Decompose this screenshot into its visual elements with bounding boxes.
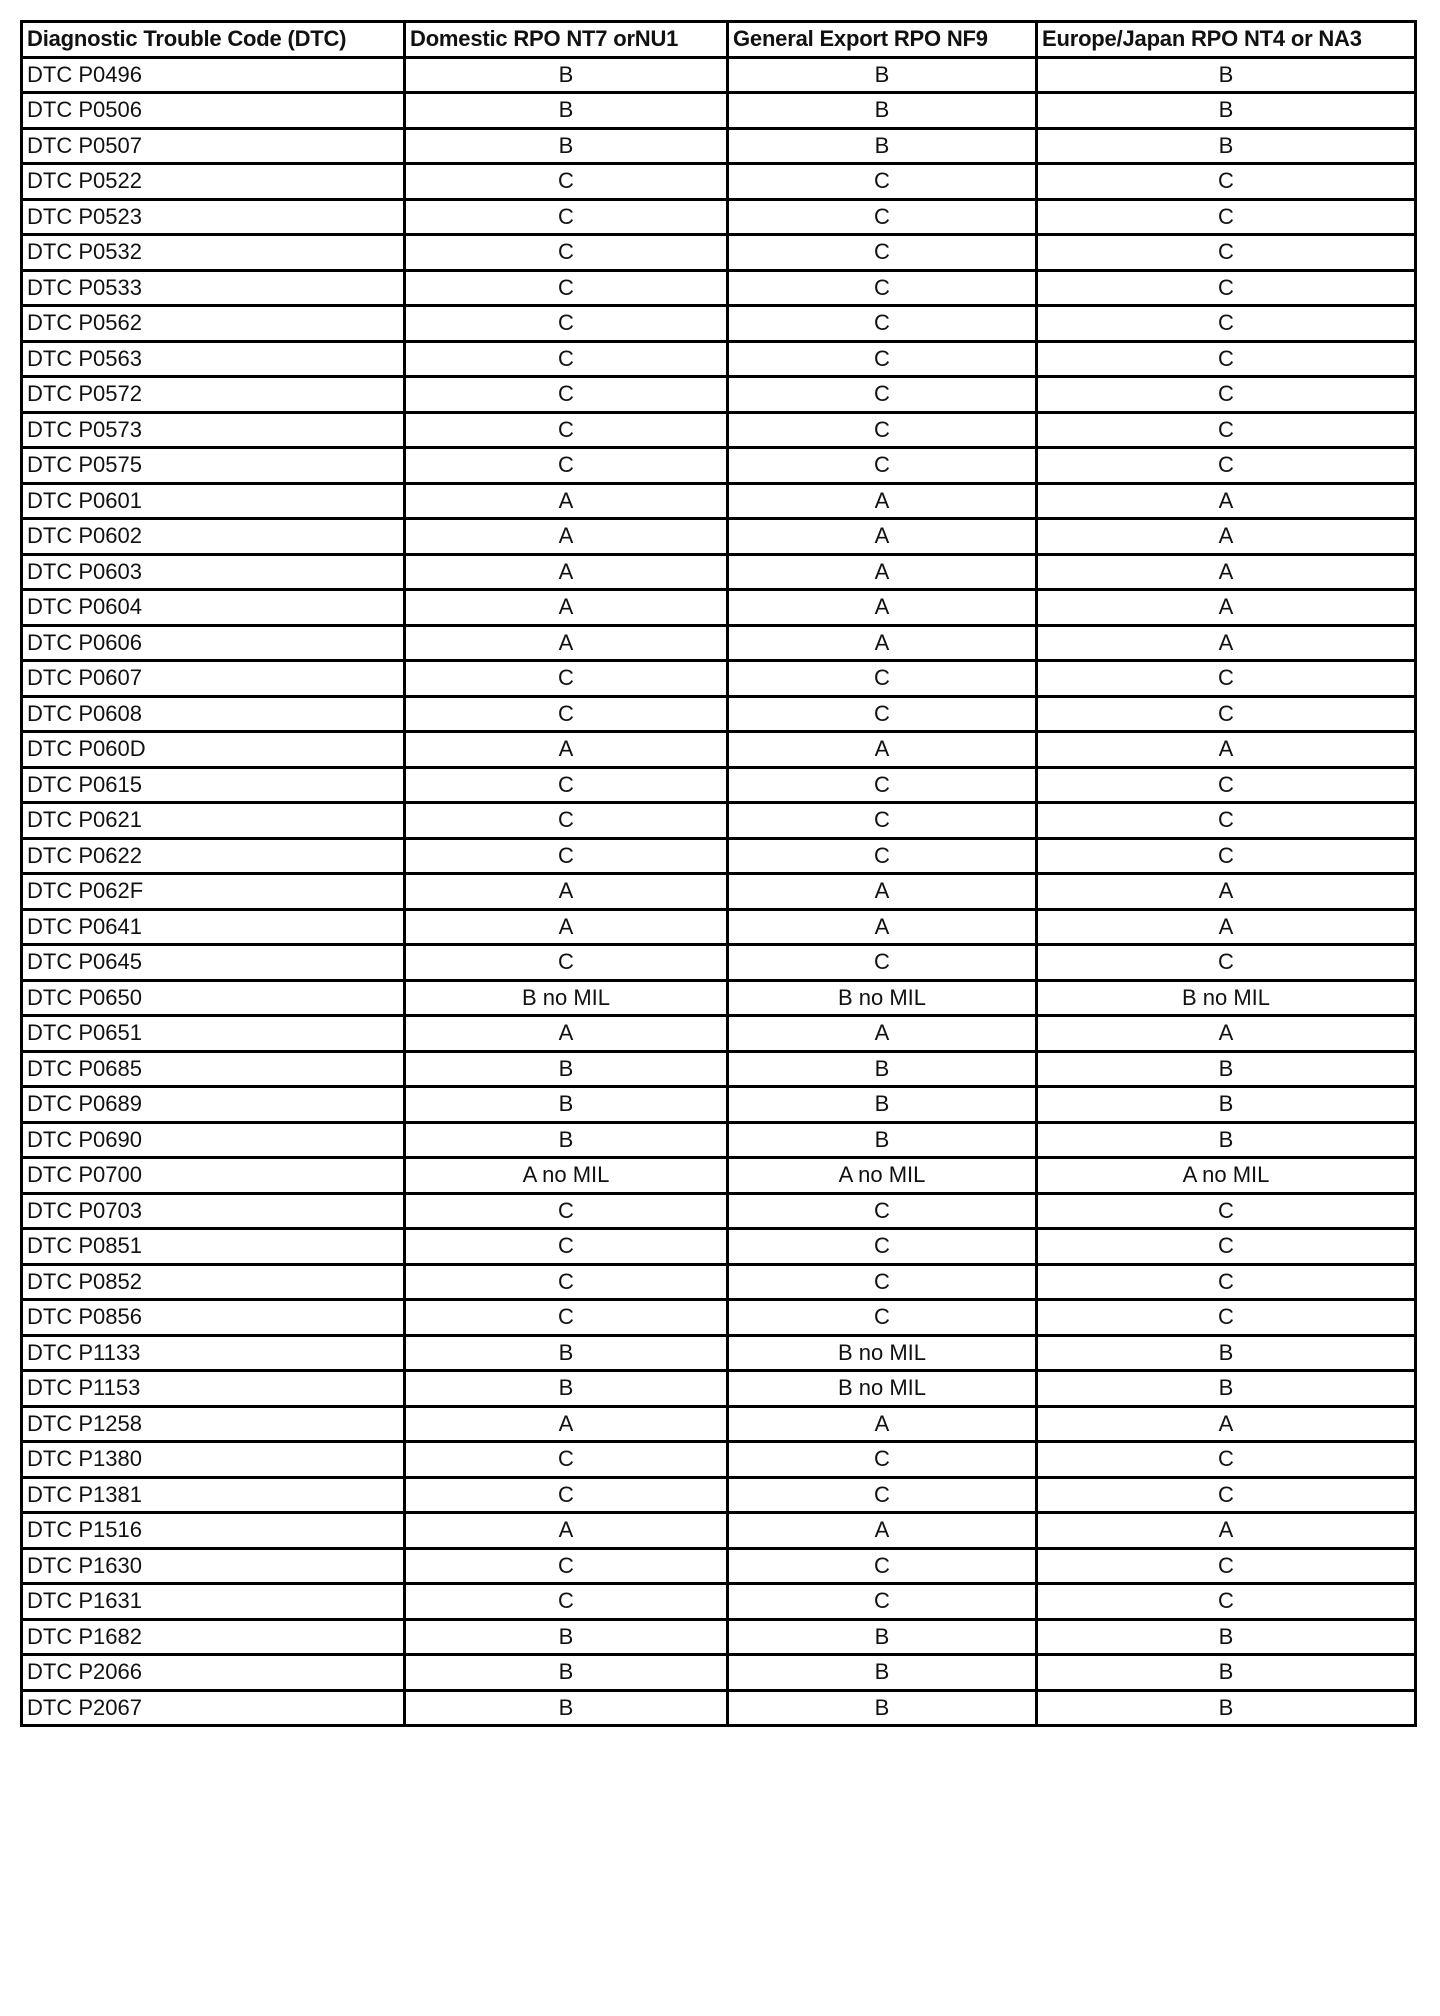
dtc-code-cell: DTC P1682 (22, 1619, 405, 1655)
dtc-code-cell: DTC P0851 (22, 1229, 405, 1265)
general-export-cell: C (728, 803, 1037, 839)
table-row (22, 1513, 1416, 1549)
general-export-cell: C (728, 341, 1037, 377)
table-row (22, 235, 1416, 271)
dtc-code-cell: DTC P2067 (22, 1690, 405, 1726)
general-export-cell: A (728, 874, 1037, 910)
domestic-cell: C (405, 1442, 728, 1478)
domestic-cell: C (405, 945, 728, 981)
dtc-code-cell: DTC P060D (22, 732, 405, 768)
dtc-code-cell: DTC P0621 (22, 803, 405, 839)
table-row (22, 1548, 1416, 1584)
europe-japan-cell: C (1037, 696, 1416, 732)
table-row (22, 412, 1416, 448)
table-row (22, 1655, 1416, 1691)
domestic-cell: B (405, 1051, 728, 1087)
dtc-code-cell: DTC P0622 (22, 838, 405, 874)
domestic-cell: C (405, 1193, 728, 1229)
europe-japan-cell: A (1037, 1406, 1416, 1442)
general-export-cell: A (728, 1406, 1037, 1442)
europe-japan-cell: A (1037, 483, 1416, 519)
europe-japan-cell: C (1037, 377, 1416, 413)
general-export-cell: C (728, 696, 1037, 732)
domestic-cell: C (405, 1584, 728, 1620)
table-row (22, 1051, 1416, 1087)
table-row (22, 874, 1416, 910)
domestic-cell: A (405, 1513, 728, 1549)
table-row (22, 93, 1416, 129)
domestic-cell: C (405, 235, 728, 271)
europe-japan-cell: C (1037, 1193, 1416, 1229)
europe-japan-cell: C (1037, 803, 1416, 839)
general-export-cell: B (728, 93, 1037, 129)
europe-japan-cell: B (1037, 1655, 1416, 1691)
general-export-cell: A (728, 483, 1037, 519)
general-export-cell: C (728, 1584, 1037, 1620)
general-export-cell: A (728, 625, 1037, 661)
dtc-code-cell: DTC P1153 (22, 1371, 405, 1407)
domestic-cell: C (405, 1548, 728, 1584)
europe-japan-cell: A (1037, 732, 1416, 768)
general-export-cell: A (728, 519, 1037, 555)
dtc-code-cell: DTC P0507 (22, 128, 405, 164)
dtc-code-cell: DTC P0522 (22, 164, 405, 200)
general-export-cell: B (728, 1690, 1037, 1726)
header-dtc: Diagnostic Trouble Code (DTC) (22, 22, 405, 58)
table-row (22, 1690, 1416, 1726)
domestic-cell: A (405, 909, 728, 945)
general-export-cell: B no MIL (728, 1371, 1037, 1407)
europe-japan-cell: A (1037, 625, 1416, 661)
table-row (22, 1406, 1416, 1442)
domestic-cell: B (405, 1690, 728, 1726)
general-export-cell: B (728, 1051, 1037, 1087)
dtc-code-cell: DTC P1631 (22, 1584, 405, 1620)
domestic-cell: A (405, 554, 728, 590)
europe-japan-cell: C (1037, 1300, 1416, 1336)
general-export-cell: C (728, 1477, 1037, 1513)
general-export-cell: A (728, 1513, 1037, 1549)
dtc-code-cell: DTC P0523 (22, 199, 405, 235)
domestic-cell: B (405, 1122, 728, 1158)
europe-japan-cell: C (1037, 1584, 1416, 1620)
dtc-table (20, 20, 1417, 1727)
dtc-code-cell: DTC P0575 (22, 448, 405, 484)
domestic-cell: A (405, 874, 728, 910)
domestic-cell: A (405, 483, 728, 519)
dtc-code-cell: DTC P062F (22, 874, 405, 910)
table-row (22, 306, 1416, 342)
europe-japan-cell: C (1037, 448, 1416, 484)
general-export-cell: A (728, 590, 1037, 626)
general-export-cell: C (728, 164, 1037, 200)
table-row (22, 803, 1416, 839)
general-export-cell: C (728, 235, 1037, 271)
domestic-cell: C (405, 803, 728, 839)
europe-japan-cell: B (1037, 1122, 1416, 1158)
europe-japan-cell: B (1037, 128, 1416, 164)
domestic-cell: A (405, 732, 728, 768)
europe-japan-cell: B (1037, 57, 1416, 93)
general-export-cell: C (728, 767, 1037, 803)
table-row (22, 1264, 1416, 1300)
table-row (22, 341, 1416, 377)
table-row (22, 767, 1416, 803)
dtc-code-cell: DTC P0573 (22, 412, 405, 448)
general-export-cell: C (728, 1548, 1037, 1584)
table-row (22, 1584, 1416, 1620)
general-export-cell: B (728, 57, 1037, 93)
domestic-cell: B (405, 1371, 728, 1407)
europe-japan-cell: C (1037, 199, 1416, 235)
domestic-cell: B (405, 128, 728, 164)
europe-japan-cell: C (1037, 1264, 1416, 1300)
dtc-code-cell: DTC P0562 (22, 306, 405, 342)
europe-japan-cell: C (1037, 1229, 1416, 1265)
table-row (22, 1442, 1416, 1478)
europe-japan-cell: C (1037, 341, 1416, 377)
europe-japan-cell: C (1037, 838, 1416, 874)
europe-japan-cell: C (1037, 1442, 1416, 1478)
general-export-cell: A no MIL (728, 1158, 1037, 1194)
table-row (22, 448, 1416, 484)
dtc-table-header (22, 22, 1416, 58)
table-row (22, 625, 1416, 661)
domestic-cell: C (405, 448, 728, 484)
domestic-cell: C (405, 164, 728, 200)
domestic-cell: C (405, 1264, 728, 1300)
general-export-cell: C (728, 412, 1037, 448)
europe-japan-cell: A (1037, 909, 1416, 945)
general-export-cell: C (728, 1300, 1037, 1336)
dtc-code-cell: DTC P0607 (22, 661, 405, 697)
domestic-cell: B (405, 57, 728, 93)
dtc-code-cell: DTC P0615 (22, 767, 405, 803)
domestic-cell: A (405, 590, 728, 626)
general-export-cell: B (728, 128, 1037, 164)
domestic-cell: C (405, 696, 728, 732)
table-row (22, 57, 1416, 93)
table-row (22, 199, 1416, 235)
table-row (22, 980, 1416, 1016)
general-export-cell: B no MIL (728, 1335, 1037, 1371)
dtc-code-cell: DTC P0532 (22, 235, 405, 271)
table-row (22, 696, 1416, 732)
europe-japan-cell: C (1037, 306, 1416, 342)
europe-japan-cell: B (1037, 1371, 1416, 1407)
dtc-code-cell: DTC P0604 (22, 590, 405, 626)
dtc-code-cell: DTC P0689 (22, 1087, 405, 1123)
europe-japan-cell: A (1037, 590, 1416, 626)
domestic-cell: C (405, 270, 728, 306)
domestic-cell: C (405, 1300, 728, 1336)
dtc-code-cell: DTC P1380 (22, 1442, 405, 1478)
europe-japan-cell: A no MIL (1037, 1158, 1416, 1194)
europe-japan-cell: B no MIL (1037, 980, 1416, 1016)
europe-japan-cell: C (1037, 767, 1416, 803)
dtc-code-cell: DTC P0641 (22, 909, 405, 945)
table-row (22, 164, 1416, 200)
general-export-cell: C (728, 199, 1037, 235)
dtc-code-cell: DTC P0645 (22, 945, 405, 981)
dtc-code-cell: DTC P0606 (22, 625, 405, 661)
domestic-cell: B no MIL (405, 980, 728, 1016)
domestic-cell: B (405, 1655, 728, 1691)
europe-japan-cell: C (1037, 1477, 1416, 1513)
header-europe-japan: Europe/Japan RPO NT4 or NA3 (1037, 22, 1416, 58)
general-export-cell: A (728, 732, 1037, 768)
europe-japan-cell: C (1037, 164, 1416, 200)
domestic-cell: C (405, 838, 728, 874)
dtc-code-cell: DTC P0533 (22, 270, 405, 306)
table-row (22, 1016, 1416, 1052)
general-export-cell: C (728, 306, 1037, 342)
dtc-code-cell: DTC P0608 (22, 696, 405, 732)
table-row (22, 554, 1416, 590)
domestic-cell: A (405, 519, 728, 555)
domestic-cell: A no MIL (405, 1158, 728, 1194)
europe-japan-cell: B (1037, 1087, 1416, 1123)
dtc-code-cell: DTC P0603 (22, 554, 405, 590)
table-row (22, 661, 1416, 697)
domestic-cell: B (405, 1619, 728, 1655)
table-row (22, 1229, 1416, 1265)
dtc-code-cell: DTC P1630 (22, 1548, 405, 1584)
domestic-cell: B (405, 1087, 728, 1123)
domestic-cell: B (405, 1335, 728, 1371)
general-export-cell: C (728, 448, 1037, 484)
europe-japan-cell: B (1037, 1051, 1416, 1087)
domestic-cell: C (405, 661, 728, 697)
dtc-code-cell: DTC P0601 (22, 483, 405, 519)
table-row (22, 270, 1416, 306)
domestic-cell: B (405, 93, 728, 129)
general-export-cell: A (728, 1016, 1037, 1052)
general-export-cell: B no MIL (728, 980, 1037, 1016)
europe-japan-cell: A (1037, 519, 1416, 555)
general-export-cell: B (728, 1122, 1037, 1158)
table-row (22, 1477, 1416, 1513)
table-row (22, 1087, 1416, 1123)
dtc-code-cell: DTC P0856 (22, 1300, 405, 1336)
europe-japan-cell: A (1037, 554, 1416, 590)
table-row (22, 732, 1416, 768)
general-export-cell: B (728, 1619, 1037, 1655)
domestic-cell: A (405, 625, 728, 661)
table-row (22, 590, 1416, 626)
table-row (22, 838, 1416, 874)
europe-japan-cell: A (1037, 1513, 1416, 1549)
europe-japan-cell: C (1037, 1548, 1416, 1584)
dtc-code-cell: DTC P1258 (22, 1406, 405, 1442)
table-row (22, 1300, 1416, 1336)
dtc-code-cell: DTC P2066 (22, 1655, 405, 1691)
domestic-cell: A (405, 1406, 728, 1442)
europe-japan-cell: C (1037, 412, 1416, 448)
header-row (22, 22, 1416, 58)
dtc-code-cell: DTC P0650 (22, 980, 405, 1016)
europe-japan-cell: C (1037, 235, 1416, 271)
dtc-code-cell: DTC P0496 (22, 57, 405, 93)
general-export-cell: C (728, 945, 1037, 981)
dtc-code-cell: DTC P0852 (22, 1264, 405, 1300)
table-row (22, 377, 1416, 413)
dtc-code-cell: DTC P0563 (22, 341, 405, 377)
dtc-code-cell: DTC P1516 (22, 1513, 405, 1549)
domestic-cell: C (405, 377, 728, 413)
table-row (22, 1158, 1416, 1194)
header-general-export: General Export RPO NF9 (728, 22, 1037, 58)
table-row (22, 909, 1416, 945)
dtc-code-cell: DTC P1133 (22, 1335, 405, 1371)
europe-japan-cell: B (1037, 1690, 1416, 1726)
domestic-cell: C (405, 306, 728, 342)
domestic-cell: C (405, 767, 728, 803)
europe-japan-cell: C (1037, 661, 1416, 697)
table-row (22, 1122, 1416, 1158)
general-export-cell: C (728, 1193, 1037, 1229)
general-export-cell: C (728, 661, 1037, 697)
general-export-cell: C (728, 1229, 1037, 1265)
europe-japan-cell: A (1037, 1016, 1416, 1052)
europe-japan-cell: B (1037, 1619, 1416, 1655)
domestic-cell: C (405, 1477, 728, 1513)
europe-japan-cell: C (1037, 945, 1416, 981)
europe-japan-cell: C (1037, 270, 1416, 306)
general-export-cell: C (728, 838, 1037, 874)
dtc-code-cell: DTC P0651 (22, 1016, 405, 1052)
europe-japan-cell: B (1037, 93, 1416, 129)
dtc-code-cell: DTC P1381 (22, 1477, 405, 1513)
header-domestic: Domestic RPO NT7 orNU1 (405, 22, 728, 58)
domestic-cell: C (405, 1229, 728, 1265)
table-row (22, 945, 1416, 981)
europe-japan-cell: A (1037, 874, 1416, 910)
general-export-cell: C (728, 1264, 1037, 1300)
dtc-code-cell: DTC P0506 (22, 93, 405, 129)
domestic-cell: C (405, 199, 728, 235)
table-row (22, 519, 1416, 555)
table-row (22, 1193, 1416, 1229)
dtc-code-cell: DTC P0703 (22, 1193, 405, 1229)
general-export-cell: B (728, 1087, 1037, 1123)
domestic-cell: C (405, 341, 728, 377)
table-row (22, 1335, 1416, 1371)
table-row (22, 1371, 1416, 1407)
general-export-cell: A (728, 554, 1037, 590)
general-export-cell: C (728, 377, 1037, 413)
dtc-code-cell: DTC P0690 (22, 1122, 405, 1158)
general-export-cell: C (728, 1442, 1037, 1478)
domestic-cell: C (405, 412, 728, 448)
dtc-code-cell: DTC P0602 (22, 519, 405, 555)
general-export-cell: C (728, 270, 1037, 306)
table-row (22, 128, 1416, 164)
europe-japan-cell: B (1037, 1335, 1416, 1371)
dtc-table-body (22, 57, 1416, 1726)
table-row (22, 483, 1416, 519)
general-export-cell: A (728, 909, 1037, 945)
table-row (22, 1619, 1416, 1655)
dtc-code-cell: DTC P0700 (22, 1158, 405, 1194)
dtc-code-cell: DTC P0685 (22, 1051, 405, 1087)
domestic-cell: A (405, 1016, 728, 1052)
dtc-code-cell: DTC P0572 (22, 377, 405, 413)
general-export-cell: B (728, 1655, 1037, 1691)
